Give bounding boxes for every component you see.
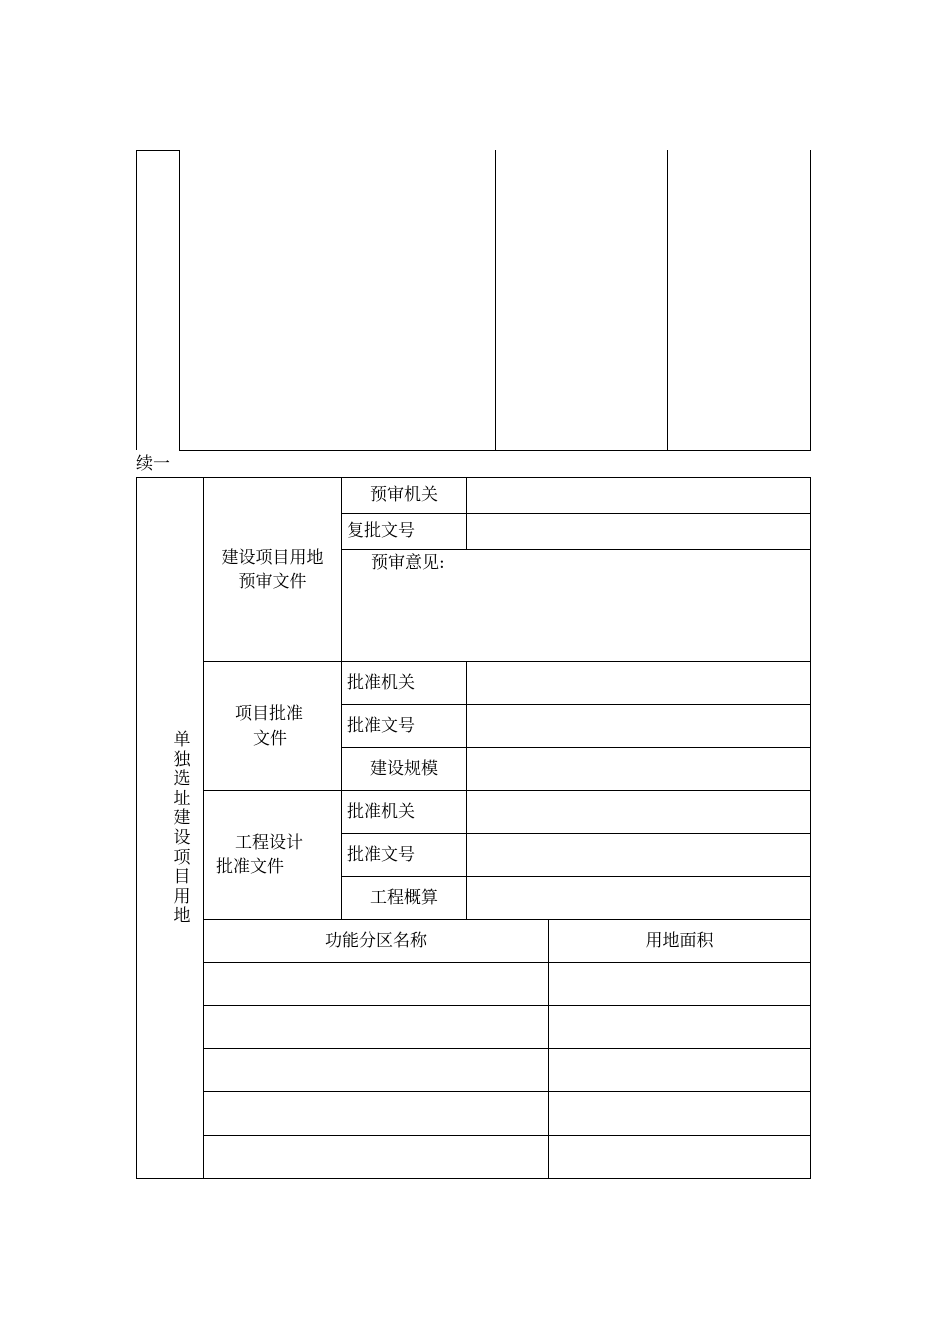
continuation-label: 续一 bbox=[136, 454, 170, 474]
design-approval-authority-label: 批准机关 bbox=[347, 802, 415, 822]
construction-scale-label: 建设规模 bbox=[370, 759, 438, 779]
project-approval-number-label: 批准文号 bbox=[347, 716, 415, 736]
preapproval-authority-label: 预审机关 bbox=[370, 485, 438, 505]
preapproval-title-line1: 建设项目用地 bbox=[221, 548, 324, 568]
preapproval-title-line2: 预审文件 bbox=[238, 572, 307, 592]
land-area-header: 用地面积 bbox=[645, 931, 714, 951]
project-approval-title-line1: 项目批准 bbox=[235, 704, 303, 724]
side-label: 单独选址建设项目用地 bbox=[173, 730, 191, 927]
preapproval-opinion-label: 预审意见: bbox=[371, 553, 445, 573]
preapproval-number-label: 复批文号 bbox=[347, 521, 415, 541]
project-budget-label: 工程概算 bbox=[370, 888, 438, 908]
design-approval-number-label: 批准文号 bbox=[347, 845, 415, 865]
design-approval-title-line1: 工程设计 bbox=[235, 833, 303, 853]
project-approval-authority-label: 批准机关 bbox=[347, 673, 415, 693]
design-approval-title-line2: 批准文件 bbox=[216, 857, 284, 877]
function-zone-name-header: 功能分区名称 bbox=[325, 931, 427, 951]
project-approval-title-line2: 文件 bbox=[253, 729, 287, 749]
